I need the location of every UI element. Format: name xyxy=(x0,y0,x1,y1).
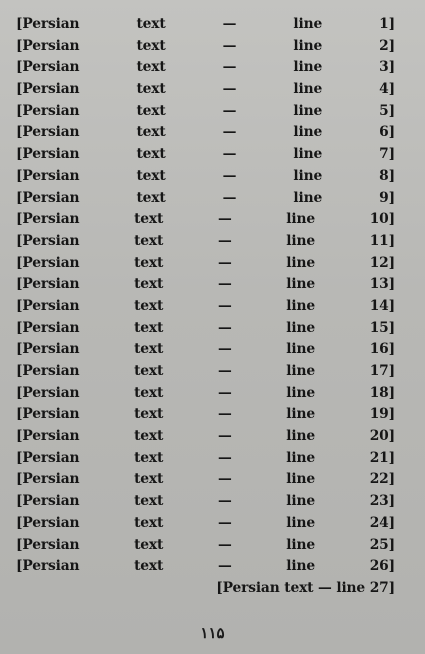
text-line: [Persian text — line 22] xyxy=(16,471,395,488)
text-line: [Persian text — line 15] xyxy=(16,319,395,336)
text-line: [Persian text — line 24] xyxy=(16,514,395,531)
text-line: [Persian text — line 18] xyxy=(16,384,395,401)
text-line: [Persian text — line 9] xyxy=(16,189,395,206)
body-text xyxy=(16,14,395,600)
text-line: [Persian text — line 7] xyxy=(16,146,395,163)
text-line: [Persian text — line 8] xyxy=(16,167,395,184)
text-line: [Persian text — line 12] xyxy=(16,254,395,271)
text-line: [Persian text — line 11] xyxy=(16,232,395,249)
page-number: ۱۱۵ xyxy=(200,624,225,642)
text-line: [Persian text — line 1] xyxy=(16,16,395,32)
text-line: [Persian text — line 20] xyxy=(16,428,395,445)
text-line: [Persian text — line 25] xyxy=(16,536,395,553)
text-line: [Persian text — line 5] xyxy=(16,102,395,119)
text-line: [Persian text — line 17] xyxy=(16,363,395,379)
text-line: [Persian text — line 6] xyxy=(16,124,395,141)
text-line: [Persian text — line 3] xyxy=(16,59,395,76)
text-line: [Persian text — line 13] xyxy=(16,276,395,293)
text-line: [Persian text — line 19] xyxy=(16,406,395,423)
text-line: [Persian text — line 16] xyxy=(16,341,395,358)
text-line: [Persian text — line 23] xyxy=(16,493,395,510)
text-line: [Persian text — line 2] xyxy=(16,37,395,54)
text-line: [Persian text — line 4] xyxy=(16,81,395,98)
text-line: [Persian text — line 10] xyxy=(16,211,395,228)
text-line: [Persian text — line 21] xyxy=(16,449,395,466)
text-line: [Persian text — line 26] xyxy=(16,558,395,575)
text-line: [Persian text — line 14] xyxy=(16,297,395,314)
text-line: [Persian text — line 27] xyxy=(216,579,395,596)
